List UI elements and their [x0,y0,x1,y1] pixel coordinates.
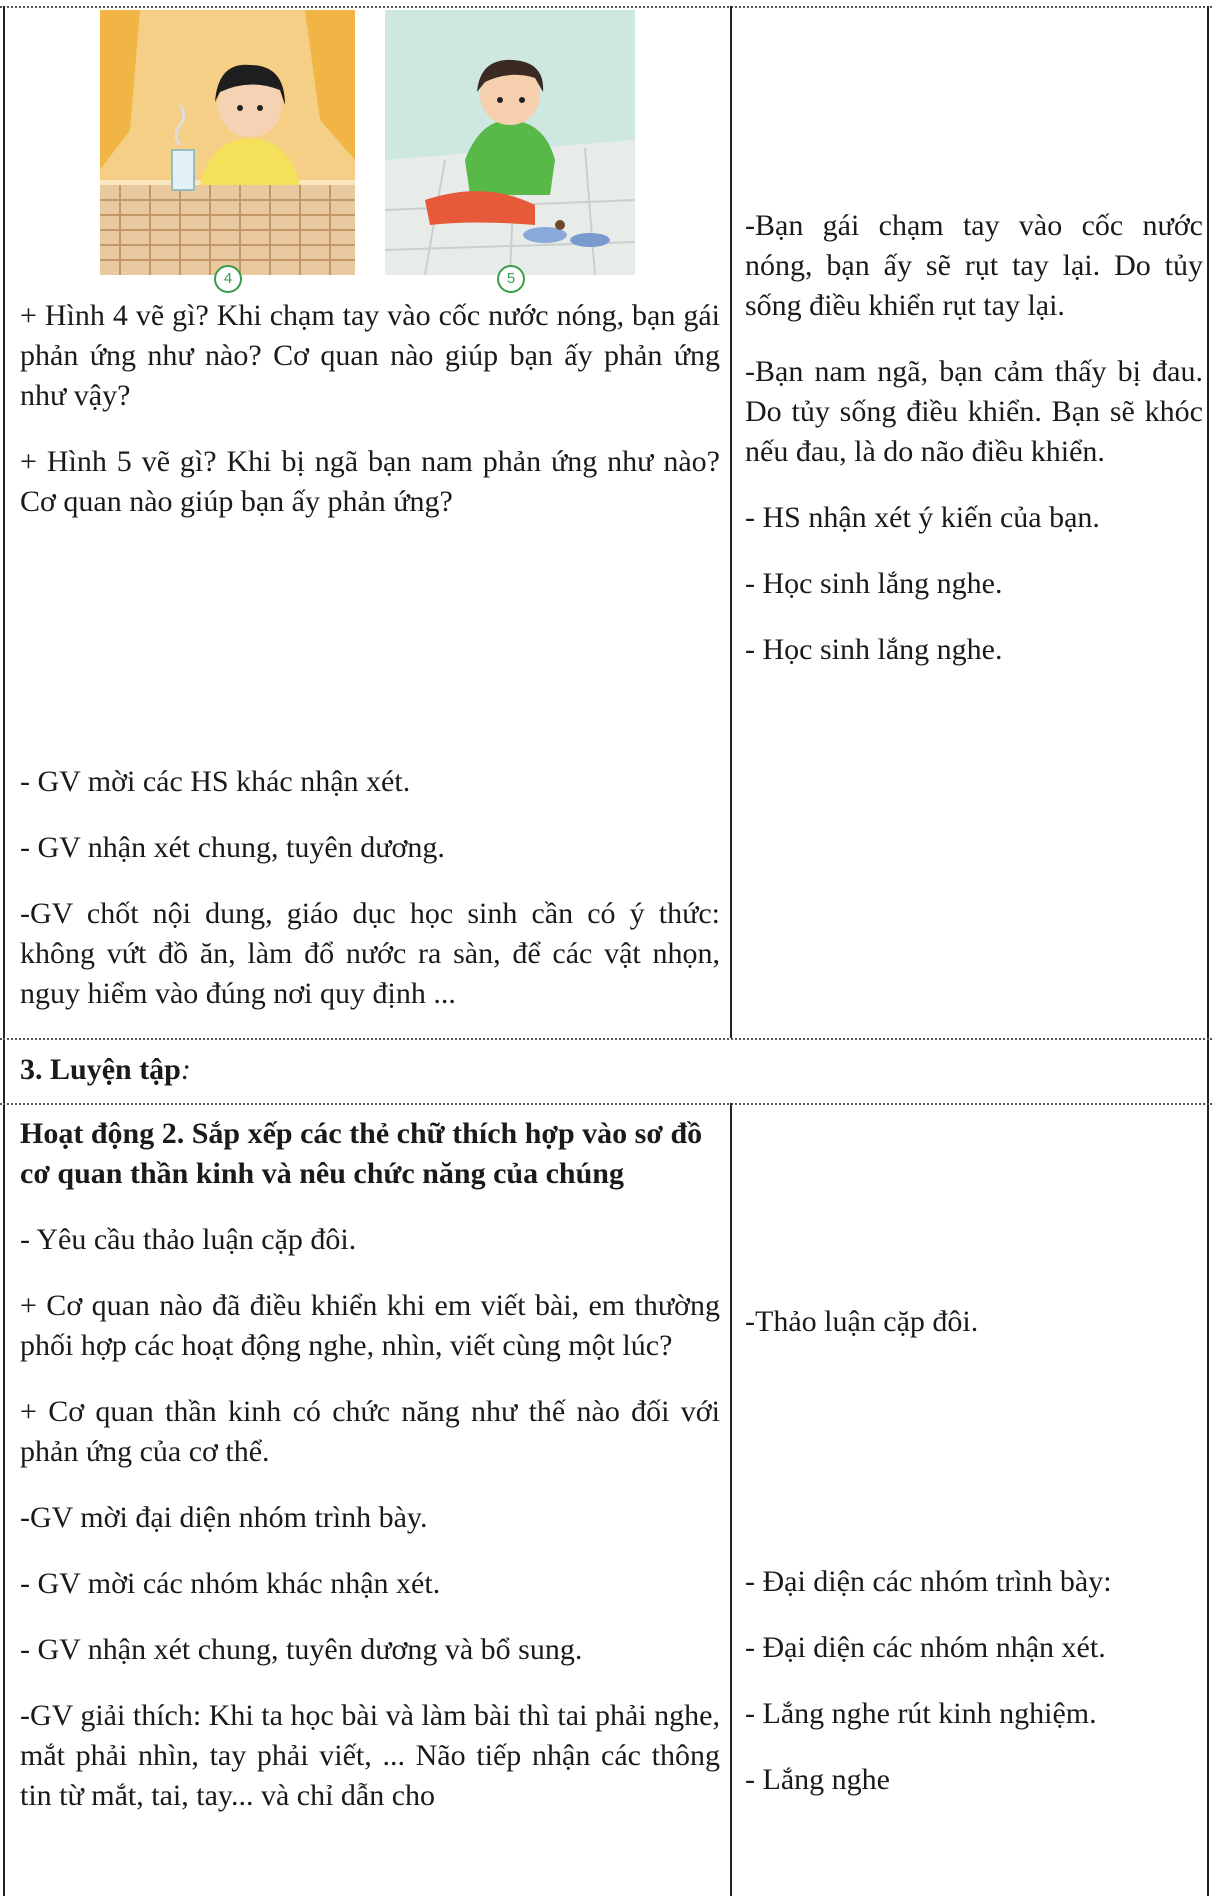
row-divider-1 [0,1038,1212,1040]
student-listen-2: - Học sinh lắng nghe. [745,633,1003,666]
row3-right-pair [745,1302,1203,1342]
section-heading [20,1050,720,1090]
figure-4-number: 4 [214,265,242,293]
teacher-invite-groups: - GV mời các nhóm khác nhận xét. [20,1567,441,1600]
table-left-border [3,6,5,1896]
column-divider-top [730,6,732,1038]
section-heading-colon: : [180,1053,191,1086]
question-figure-4: + Hình 4 vẽ gì? Khi chạm tay vào cốc nước nóng, bạn gái phản ứng như nào? Cơ quan nào giúp bạn ấy phản ứng như vậy? [20,299,720,412]
row1-left-teacher-actions [20,762,720,1014]
teacher-general-comment: - GV nhận xét chung, tuyên dương. [20,831,445,864]
column-divider-bottom [730,1103,732,1896]
student-pair-discussion: -Thảo luận cặp đôi. [745,1305,979,1338]
teacher-explanation: -GV giải thích: Khi ta học bài và làm bài thì tai phải nghe, mắt phải nhìn, tay phải viết, ... Não tiếp nhận các thông tin từ mắt, tai, tay... và chỉ dẫn cho [20,1699,720,1812]
row1-right-student-answers [745,206,1203,670]
figure-5-illustration [385,10,635,287]
row3-right-responses [745,1562,1203,1800]
table-right-border [1207,6,1209,1896]
student-listen-1: - Học sinh lắng nghe. [745,567,1003,600]
boy-fallen-drawing [385,10,635,275]
table-top-border [0,6,1212,8]
question-nervous-function: + Cơ quan thần kinh có chức năng như thế nào đối với phản ứng của cơ thể. [20,1395,720,1468]
student-learn-experience: - Lắng nghe rút kinh nghiệm. [745,1697,1097,1730]
question-writing-control: + Cơ quan nào đã điều khiển khi em viết bài, em thường phối hợp các hoạt động nghe, nhìn, viết cùng một lúc? [20,1289,720,1362]
row-divider-2 [0,1103,1212,1105]
pair-discussion-request: - Yêu cầu thảo luận cặp đôi. [20,1223,357,1256]
student-group-present: - Đại diện các nhóm trình bày: [745,1565,1112,1598]
answer-figure-5: -Bạn nam ngã, bạn cảm thấy bị đau. Do tủy sống điều khiển. Bạn sẽ khóc nếu đau, là do não điều khiển. [745,355,1203,468]
girl-hot-cup-drawing [100,10,355,275]
teacher-summary: - GV nhận xét chung, tuyên dương và bổ sung. [20,1633,583,1666]
teacher-conclusion: -GV chốt nội dung, giáo dục học sinh cần có ý thức: không vứt đồ ăn, làm đổ nước ra sàn, để các vật nhọn, nguy hiểm vào đúng nơi quy định ... [20,897,720,1010]
figure-5-number: 5 [497,265,525,293]
teacher-invite-presentation: -GV mời đại diện nhóm trình bày. [20,1501,428,1534]
figure-4-illustration [100,10,355,287]
row3-left-activity [20,1114,720,1816]
question-figure-5: + Hình 5 vẽ gì? Khi bị ngã bạn nam phản ứng như nào? Cơ quan nào giúp bạn ấy phản ứng? [20,445,720,518]
section-heading-text: 3. Luyện tập [20,1053,181,1086]
row1-left-questions [20,296,720,522]
activity-2-title: Hoạt động 2. Sắp xếp các thẻ chữ thích hợp vào sơ đồ cơ quan thần kinh và nêu chức năng của chúng [20,1117,703,1190]
teacher-invite-comment: - GV mời các HS khác nhận xét. [20,765,411,798]
answer-figure-4: -Bạn gái chạm tay vào cốc nước nóng, bạn ấy sẽ rụt tay lại. Do tủy sống điều khiển rụt tay lại. [745,209,1203,322]
student-group-comment: - Đại diện các nhóm nhận xét. [745,1631,1106,1664]
student-listen-3: - Lắng nghe [745,1763,890,1796]
student-peer-comment: - HS nhận xét ý kiến của bạn. [745,501,1100,534]
